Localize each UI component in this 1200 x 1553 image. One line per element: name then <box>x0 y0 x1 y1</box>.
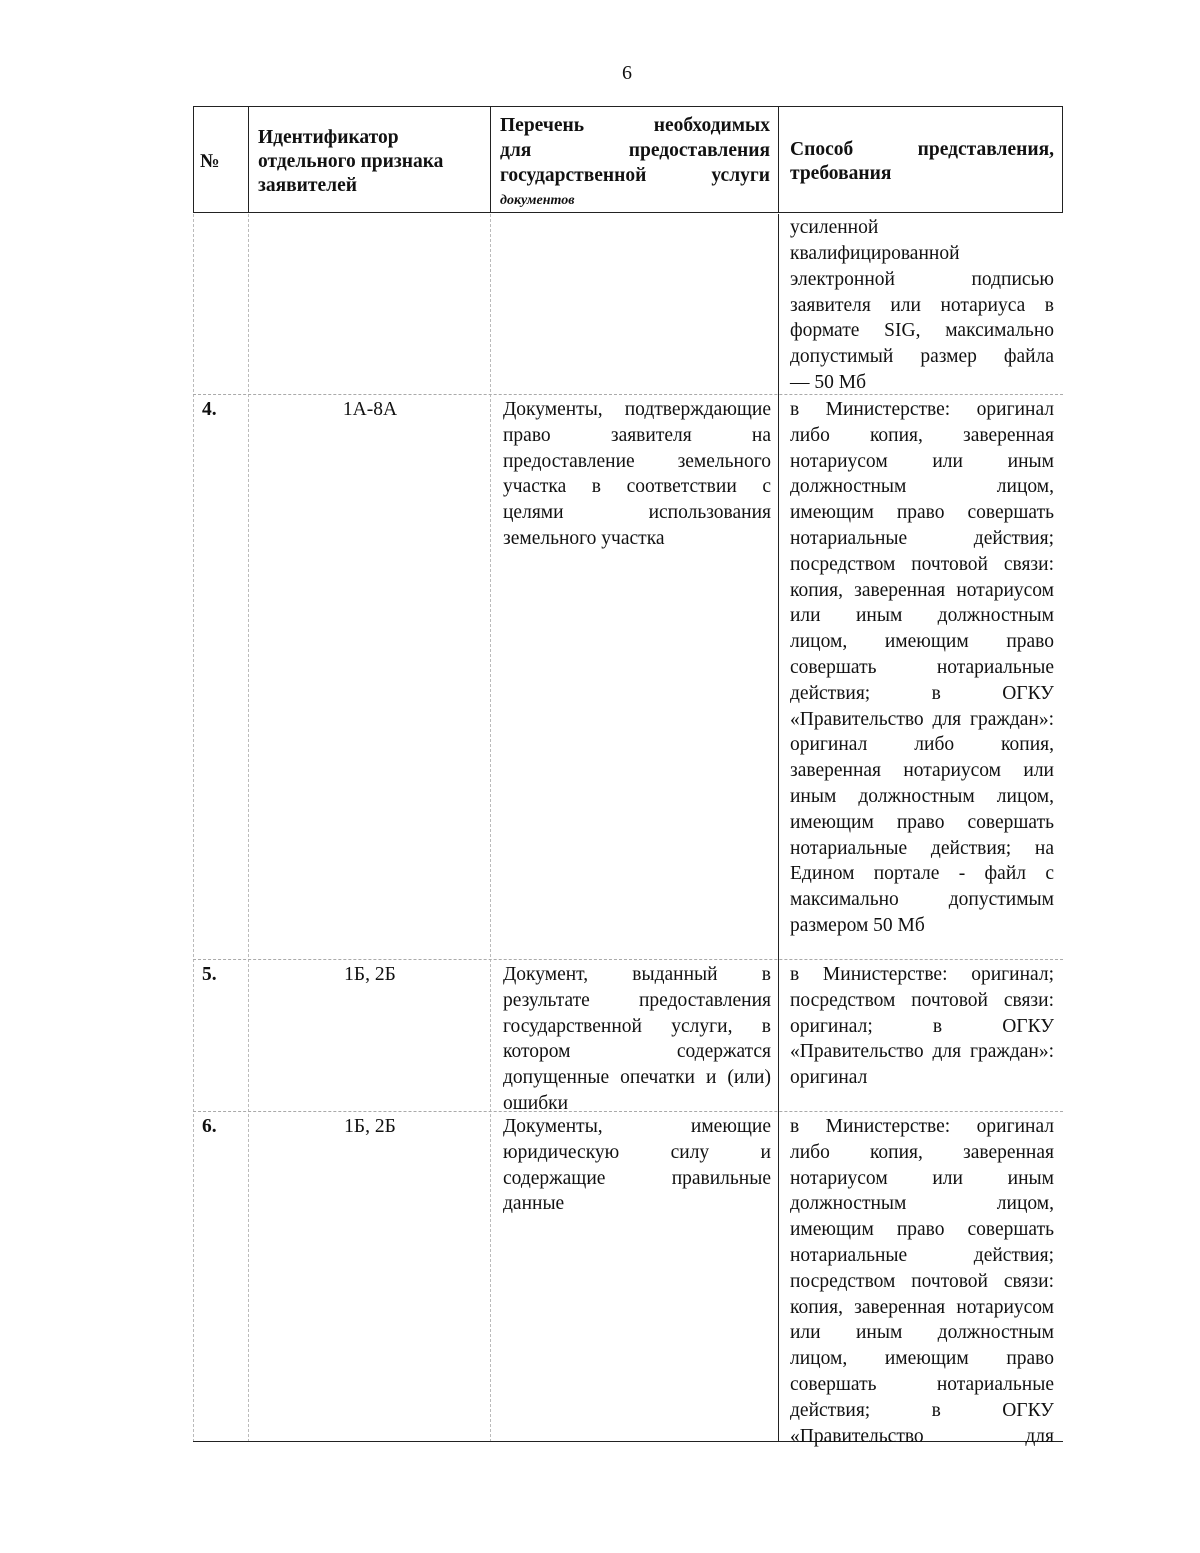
row-identifier: 1Б, 2Б <box>344 1116 396 1137</box>
row-identifier: 1Б, 2Б <box>344 964 396 985</box>
header-documents-line-2: для предоставления <box>500 140 770 161</box>
header-num: № <box>200 151 220 172</box>
row-identifier: 1А-8А <box>342 399 398 420</box>
continuation-line: квалифицированной <box>790 243 960 264</box>
continuation-line: усиленной <box>790 217 879 238</box>
row-documents: Документы, имеющие юридическую силу и содержащие правильные данные <box>503 1116 771 1215</box>
header-identifier: Идентификатор отдельного признака заявителей <box>258 127 444 196</box>
page-number: 6 <box>622 62 632 84</box>
continuation-line: допустимый размер файла <box>790 346 1054 367</box>
row-number: 6. <box>202 1116 217 1137</box>
row-documents: Документ, выданный в результате предоставления государственной услуги, в котором содержатся допущенные опечатки и (или) ошибки <box>503 964 771 1114</box>
continuation-line: — 50 Мб <box>790 372 867 393</box>
row-number: 5. <box>202 964 217 985</box>
row-number: 4. <box>202 399 217 420</box>
header-method: Способ представления, требования <box>790 139 1054 184</box>
header-documents-line-1: Перечень необходимых <box>500 115 770 136</box>
header-documents-line-3: государственной услуги <box>500 165 770 186</box>
continuation-line: заявителя или нотариуса в <box>790 295 1054 316</box>
row-method: в Министерстве: оригинал либо копия, заверенная нотариусом или иным должностным лицом, имеющим право совершать нотариальные действия; посредством почтовой связи: копия, заверенная нотариусом или иным должностным лицом, имеющим право совершать нотариальные действия; в ОГКУ «Правительство для <box>790 1116 1054 1447</box>
continuation-line: электронной подписью <box>790 269 1054 290</box>
row-documents: Документы, подтверждающие право заявителя на предоставление земельного участка в соответствии с целями использования земельного участка <box>503 399 771 549</box>
header-documents-line-4: документов <box>500 193 575 208</box>
row-method: в Министерстве: оригинал либо копия, заверенная нотариусом или иным должностным лицом, имеющим право совершать нотариальные действия; посредством почтовой связи: копия, заверенная нотариусом или иным должностным лицом, имеющим право совершать нотариальные действия; в ОГКУ «Правительство для граждан»: оригинал либо копия, заверенная нотариусом или иным должностным лицом, имеющим право совершать нотариальные действия; на Едином портале - файл с максимально допустимым размером 50 Мб <box>790 399 1054 936</box>
row-method: в Министерстве: оригинал; посредством почтовой связи: оригинал; в ОГКУ «Правительство для граждан»: оригинал <box>790 964 1054 1089</box>
continuation-line: формате SIG, максимально <box>790 320 1054 341</box>
